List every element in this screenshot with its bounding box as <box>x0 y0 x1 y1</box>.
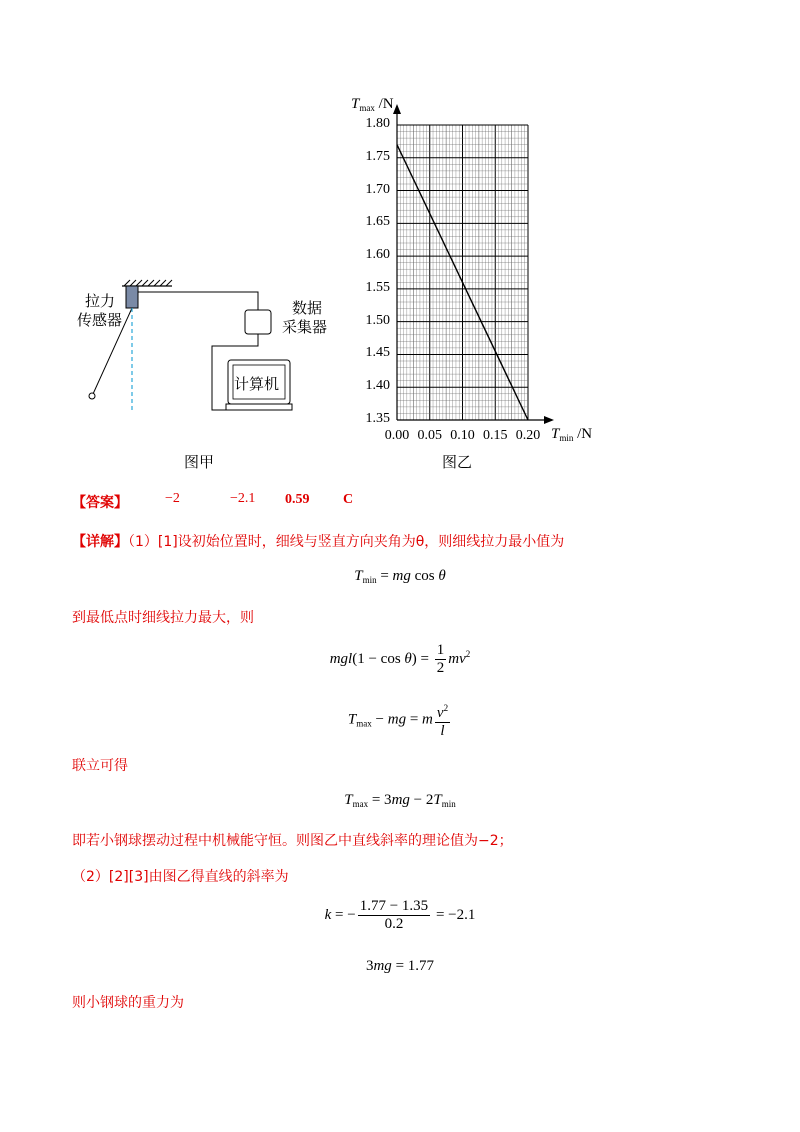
x-axis-label: $T_{min}$ /N <box>551 426 593 443</box>
explanation-line-5: （2）[2][3]由图乙得直线的斜率为 <box>72 869 289 885</box>
equation-3mg: 3mg = 1.77 <box>365 958 435 974</box>
y-tick-label: 1.35 <box>365 411 390 426</box>
y-tick-label: 1.75 <box>365 148 390 164</box>
y-tick-label: 1.50 <box>365 312 390 328</box>
y-tick-label: 1.65 <box>365 214 390 230</box>
equation-energy: mgl(1 − cos θ) = $\frac{1}{2}$ $mv^2$ <box>329 642 471 676</box>
explanation-intro: 【详解】（1）[1]设初始位置时，细线与竖直方向夹角为θ，则细线拉力最小值为 <box>72 534 565 550</box>
x-tick-label: 0.15 <box>483 428 508 443</box>
y-tick-label: 1.60 <box>365 247 390 263</box>
answer-value-3: 0.59 <box>285 492 310 507</box>
y-tick-label: 1.45 <box>365 345 390 361</box>
answer-value-2: −2.1 <box>230 491 256 506</box>
answer-value-4: C <box>343 492 354 507</box>
y-axis-arrow <box>393 104 401 114</box>
y-tick-label: 1.55 <box>365 279 390 295</box>
explanation-line-4: 即若小钢球摆动过程中机械能守恒。则图乙中直线斜率的理论值为−2； <box>72 833 513 849</box>
equation-slope: k = − $\frac{1.77 - 1.35}{0.2}$ = −2.1 <box>324 898 476 932</box>
x-tick-label: 0.05 <box>417 428 442 443</box>
answer-label: 【答案】 <box>72 495 128 511</box>
sensor-label: 拉力 传感器 <box>77 292 123 329</box>
figure-a-caption: 图甲 <box>184 453 215 471</box>
x-axis-arrow <box>544 416 554 424</box>
explanation-line-3: 联立可得 <box>72 758 128 774</box>
y-tick-label: 1.70 <box>365 181 390 197</box>
y-tick-label: 1.80 <box>365 116 390 131</box>
x-tick-label: 0.10 <box>450 428 475 443</box>
answer-value-1: −2 <box>165 491 180 506</box>
explanation-line-2: 到最低点时细线拉力最大，则 <box>72 610 254 626</box>
y-axis-label: $T_{max}$ /N <box>351 96 394 113</box>
x-tick-label: 0.00 <box>384 428 410 443</box>
collector-label: 数据 采集器 <box>282 299 328 336</box>
computer-label: 计算机 <box>234 375 280 393</box>
equation-tmin: $T_{min}$ = mg cos θ <box>354 568 446 585</box>
figure-b-caption: 图乙 <box>442 453 473 471</box>
y-tick-label: 1.40 <box>365 378 390 394</box>
equation-newton: $T_{max}$ − mg = m $\frac{v^2}{l}$ <box>0 700 800 740</box>
x-tick-label: 0.20 <box>515 428 541 443</box>
equation-combined: $T_{max} = 3mg - 2T_{min}$ <box>344 792 456 809</box>
explanation-line-6: 则小钢球的重力为 <box>72 995 184 1011</box>
